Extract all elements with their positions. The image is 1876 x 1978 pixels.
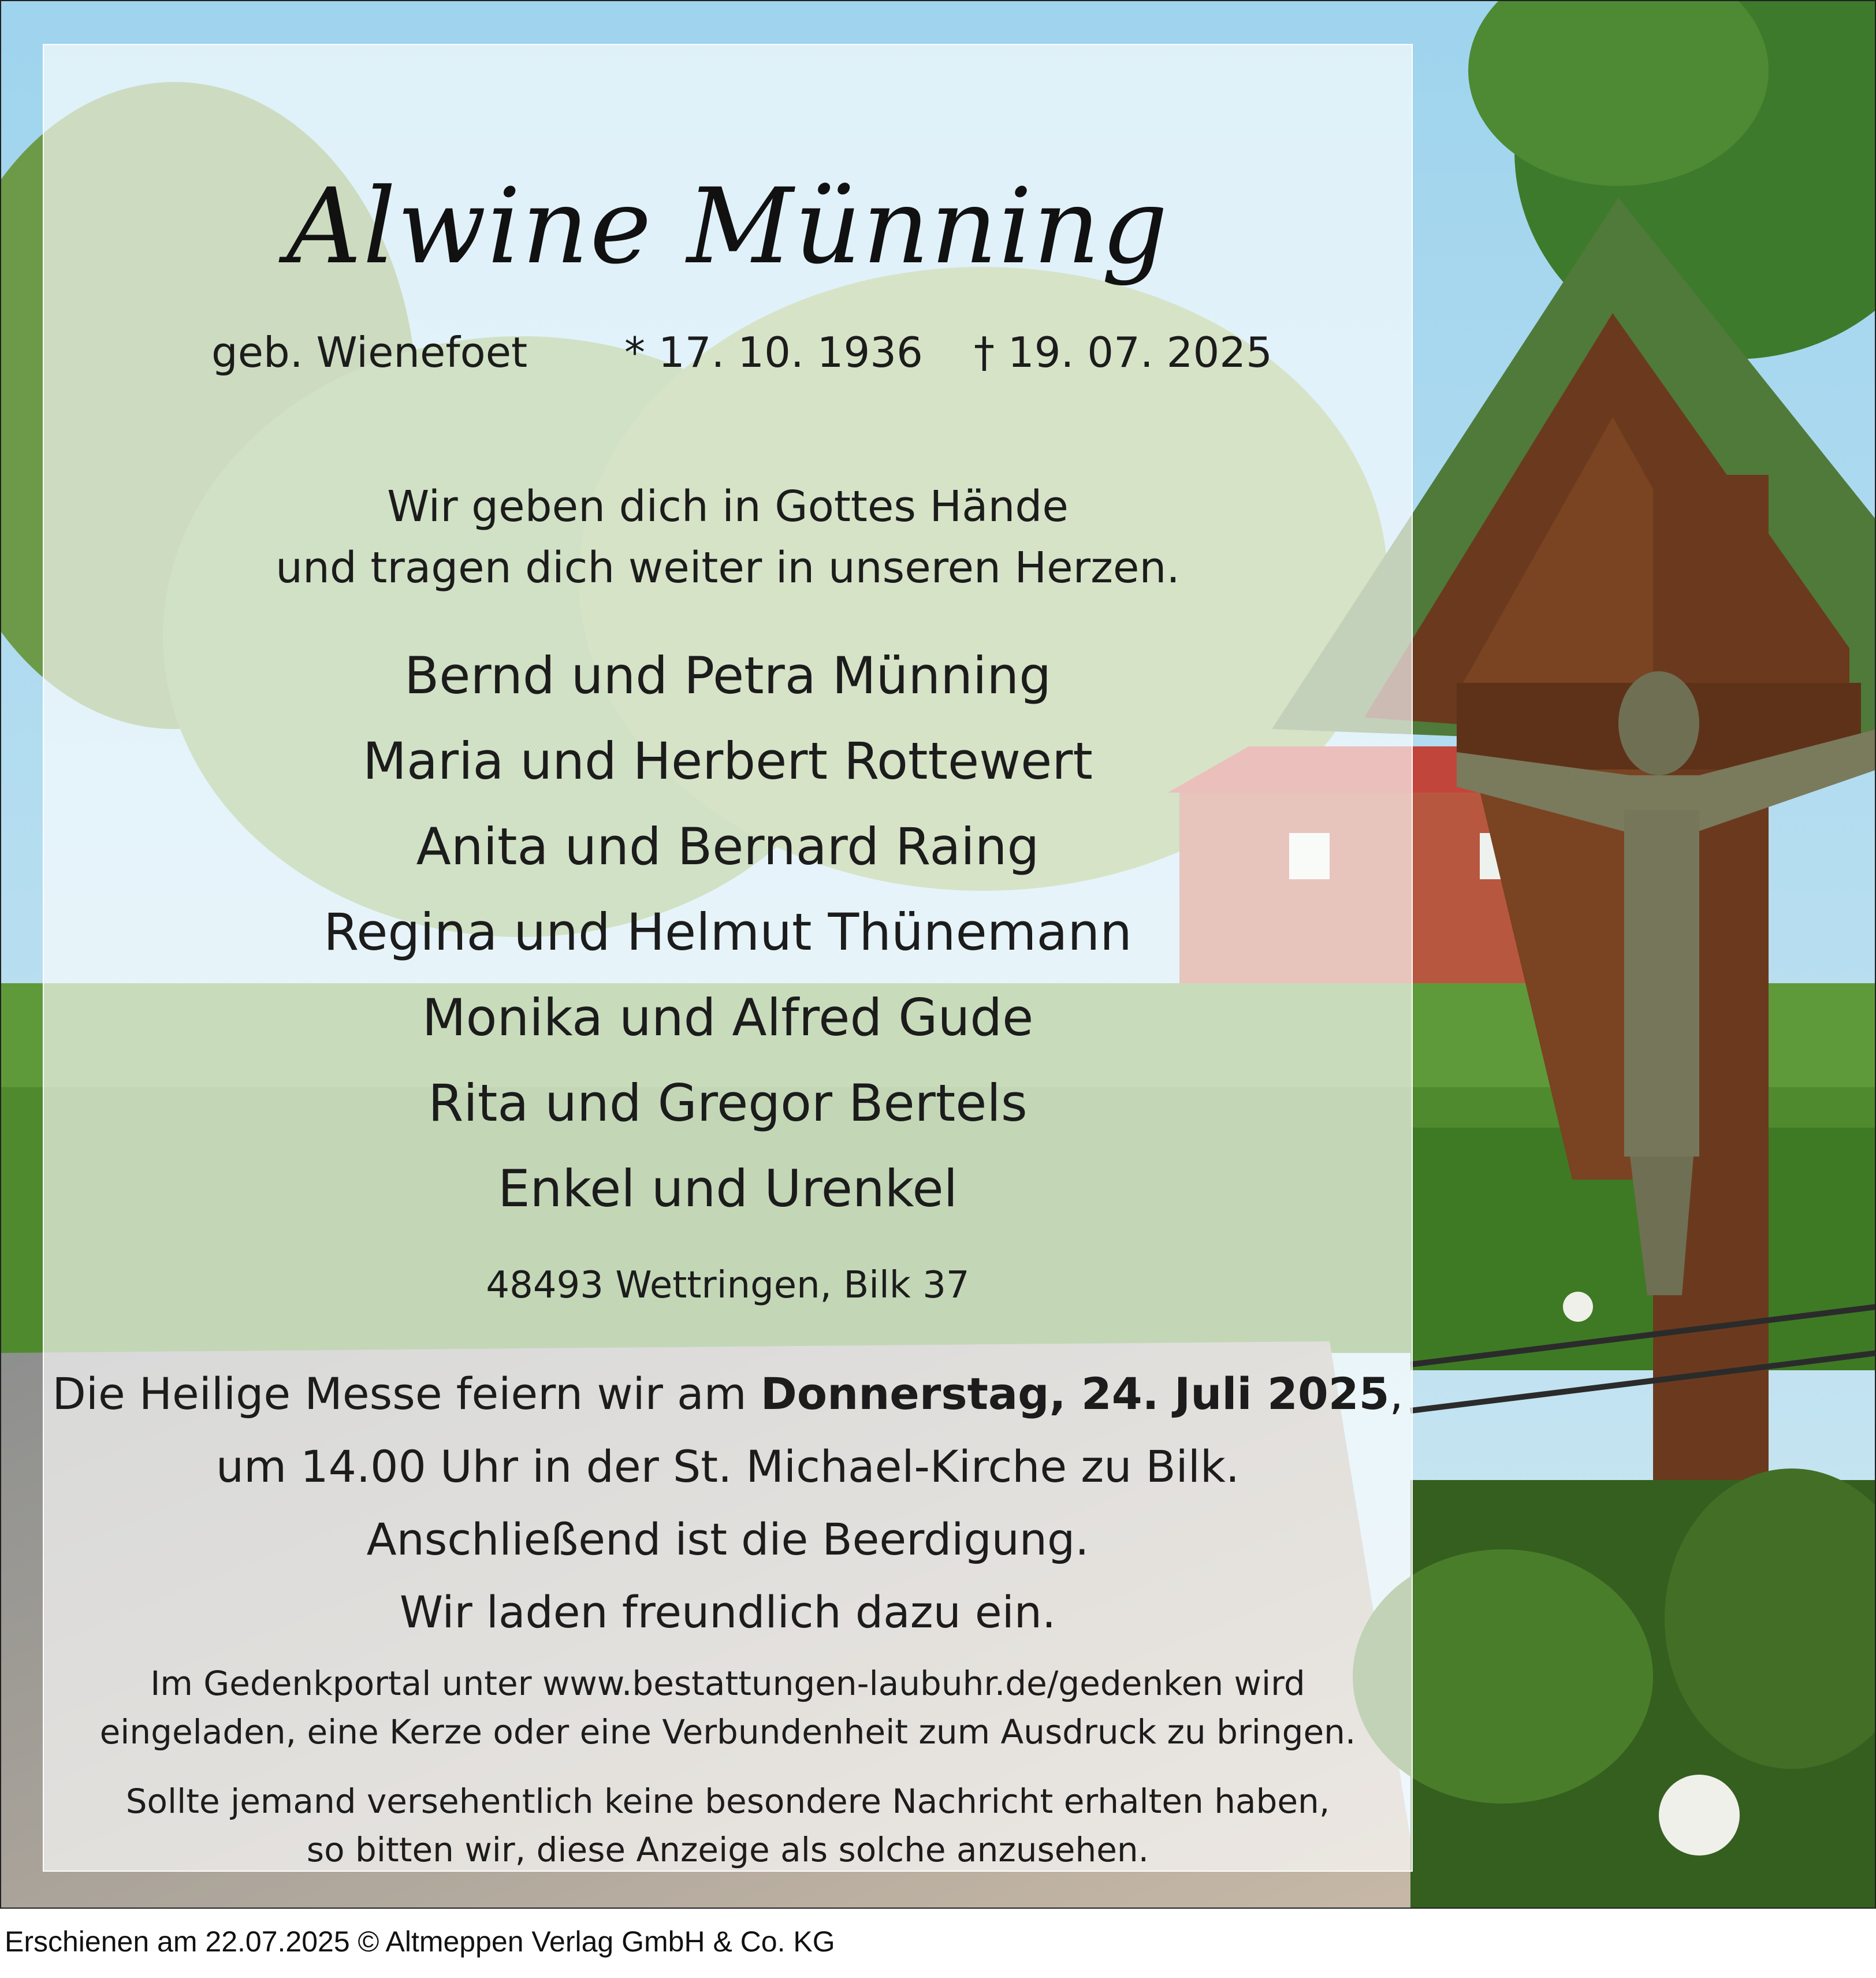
service-date: Donnerstag, 24. Juli 2025	[760, 1368, 1390, 1419]
mourner-line: Enkel und Urenkel	[497, 1159, 958, 1218]
text-panel	[43, 44, 1413, 1872]
family-address: 48493 Wettringen, Bilk 37	[486, 1264, 970, 1307]
notice-line: Sollte jemand versehentlich keine besondere Nachricht erhalten haben,	[125, 1782, 1330, 1821]
service-line: Anschließend ist die Beerdigung.	[366, 1514, 1089, 1565]
service-line: um 14.00 Uhr in der St. Michael-Kirche zu Bilk.	[215, 1441, 1240, 1492]
deceased-name: Alwine Münning	[286, 166, 1169, 287]
mourner-line: Regina und Helmut Thünemann	[323, 902, 1132, 962]
verse-line: Wir geben dich in Gottes Hände	[387, 482, 1069, 531]
verse-line: und tragen dich weiter in unseren Herzen.	[276, 543, 1180, 593]
service-punct: ,	[1389, 1368, 1404, 1419]
notice-line: so bitten wir, diese Anzeige als solche anzusehen.	[306, 1830, 1149, 1869]
death-date: † 19. 07. 2025	[974, 328, 1272, 377]
birth-date: * 17. 10. 1936	[624, 328, 923, 377]
publication-footer: Erschienen am 22.07.2025 © Altmeppen Verlag GmbH & Co. KG	[5, 1925, 835, 1958]
mourner-line: Monika und Alfred Gude	[422, 988, 1034, 1047]
service-text: Die Heilige Messe feiern wir am	[52, 1368, 761, 1419]
service-line	[44, 1368, 1412, 1419]
portal-line: eingeladen, eine Kerze oder eine Verbundenheit zum Ausdruck zu bringen.	[99, 1712, 1356, 1752]
mourner-line: Maria und Herbert Rottewert	[363, 731, 1093, 791]
mourner-line: Anita und Bernard Raing	[416, 817, 1040, 876]
portal-line: Im Gedenkportal unter www.bestattungen-laubuhr.de/gedenken wird	[150, 1664, 1305, 1703]
maiden-name: geb. Wienefoet	[211, 328, 528, 377]
mourner-line: Rita und Gregor Bertels	[428, 1073, 1028, 1133]
mourner-line: Bernd und Petra Münning	[404, 646, 1052, 705]
service-line: Wir laden freundlich dazu ein.	[399, 1586, 1056, 1638]
